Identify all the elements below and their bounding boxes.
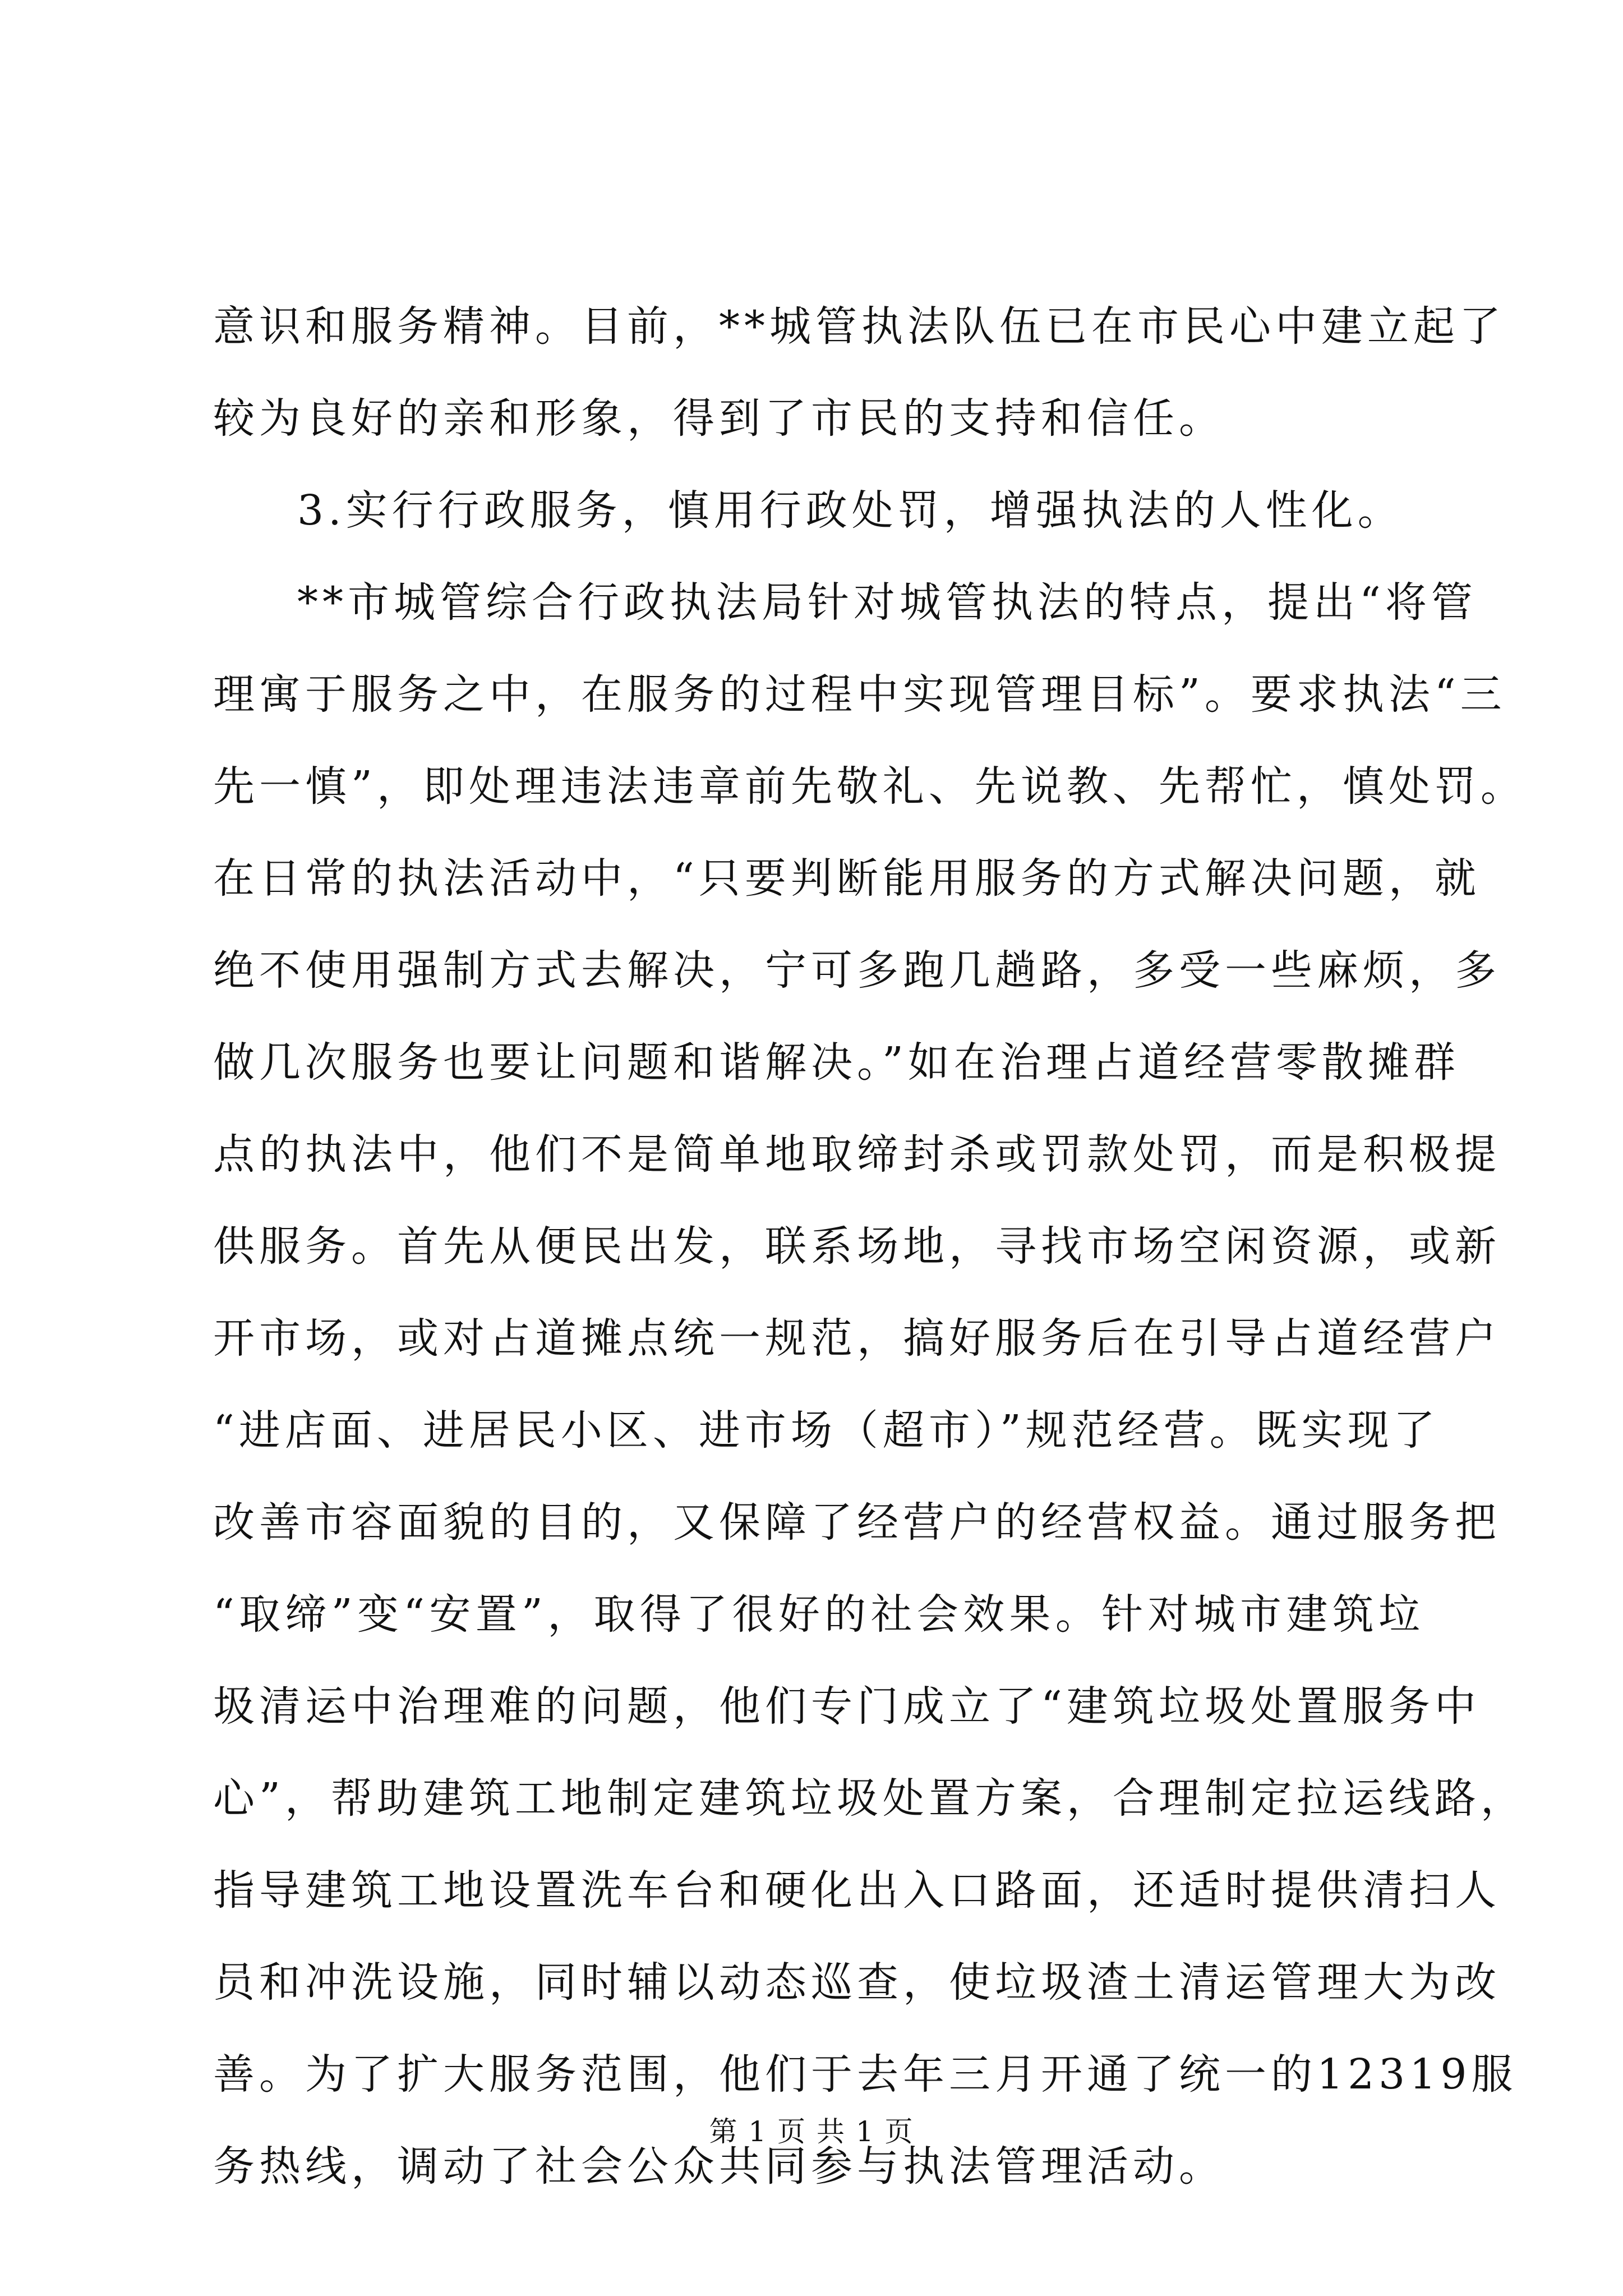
paragraph-line: 供服务。首先从便民出发，联系场地，寻找市场空闲资源，或新 [213,1222,1501,1271]
paragraph-line: 心”，帮助建筑工地制定建筑垃圾处置方案，合理制定拉运线路， [213,1774,1527,1823]
paragraph-line: 意识和服务精神。目前，**城管执法队伍已在市民心中建立起了 [213,302,1505,351]
paragraph-line: **市城管综合行政执法局针对城管执法的特点，提出“将管 [297,578,1477,627]
paragraph-line: 指导建筑工地设置洗车台和硬化出入口路面，还适时提供清扫人 [213,1866,1501,1915]
page-number-footer: 第 1 页 共 1 页 [709,2115,914,2148]
paragraph-line: 圾清运中治理难的问题，他们专门成立了“建筑垃圾处置服务中 [213,1682,1481,1731]
paragraph-line: 在日常的执法活动中，“只要判断能用服务的方式解决问题，就 [213,854,1481,903]
paragraph-line: 点的执法中，他们不是简单地取缔封杀或罚款处罚，而是积极提 [213,1130,1501,1179]
paragraph-line: 较为良好的亲和形象，得到了市民的支持和信任。 [213,394,1225,443]
paragraph-line: “进店面、进居民小区、进市场（超市）”规范经营。既实现了 [213,1406,1440,1455]
paragraph-line: 务热线，调动了社会公众共同参与执法管理活动。 [213,2142,1225,2191]
paragraph-line: “取缔”变“安置”，取得了很好的社会效果。针对城市建筑垃 [213,1590,1424,1639]
paragraph-line: 做几次服务也要让问题和谐解决。”如在治理占道经营零散摊群 [213,1038,1460,1087]
paragraph-line: 改善市容面貌的目的，又保障了经营户的经营权益。通过服务把 [213,1498,1501,1547]
paragraph-line: 员和冲洗设施，同时辅以动态巡查，使垃圾渣土清运管理大为改 [213,1958,1501,2007]
document-body [213,280,1527,2212]
paragraph-line: 善。为了扩大服务范围，他们于去年三月开通了统一的12319服 [213,2050,1518,2099]
section-heading: 3.实行行政服务，慎用行政处罚，增强执法的人性化。 [297,486,1404,535]
paragraph-line: 开市场，或对占道摊点统一规范，搞好服务后在引导占道经营户 [213,1314,1501,1363]
paragraph-line: 理寓于服务之中，在服务的过程中实现管理目标”。要求执法“三 [213,670,1506,719]
paragraph-line: 绝不使用强制方式去解决，宁可多跑几趟路，多受一些麻烦，多 [213,946,1501,995]
paragraph-line: 先一慎”，即处理违法违章前先敬礼、先说教、先帮忙，慎处罚。 [213,762,1527,811]
